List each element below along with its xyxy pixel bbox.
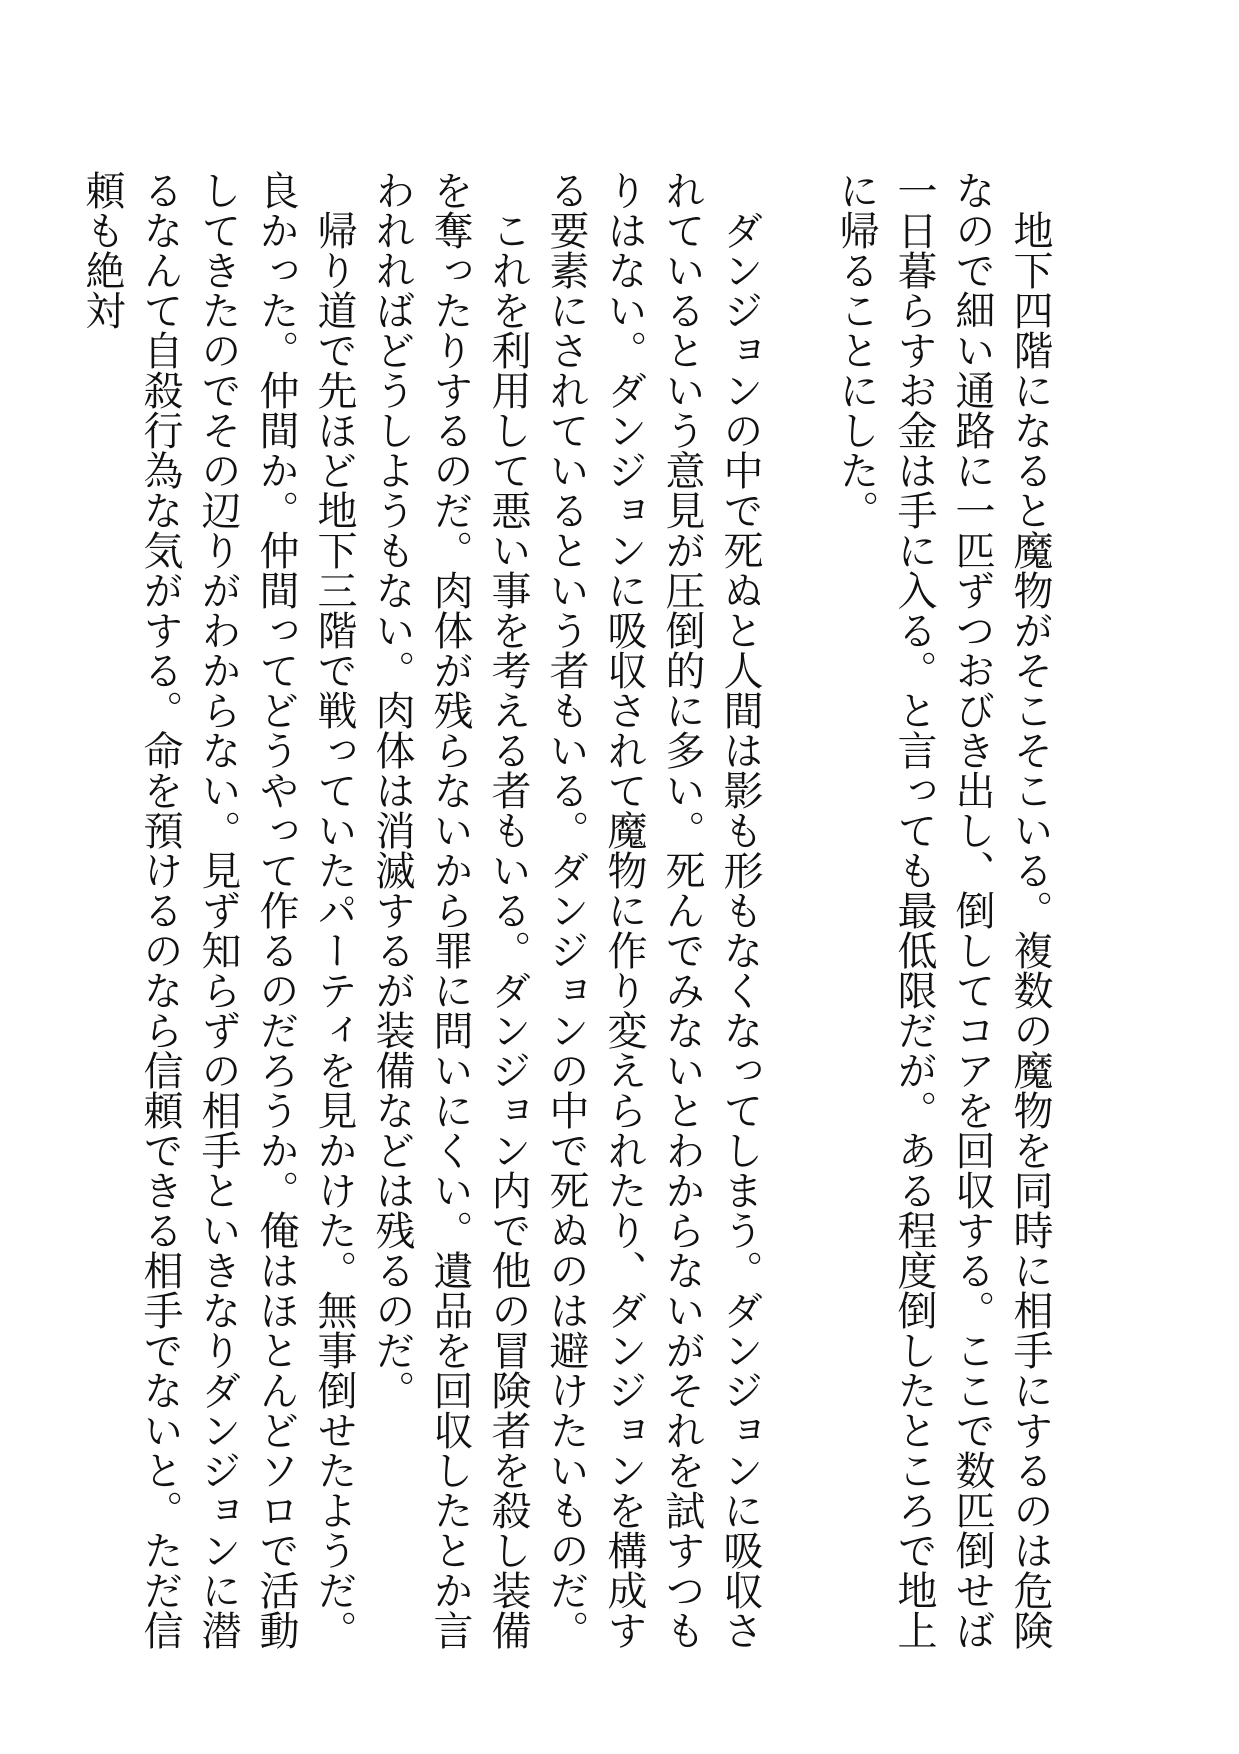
paragraph-2: ダンジョンの中で死ぬと人間は影も形もなくなってしまう。ダンジョンに吸収されているという意見が圧倒的に多い。死んでみないとわからないがそれを試すつもりはない。ダンジョンに吸収されて魔物に作り変えられたり、ダンジョンを構成する要素にされているという者もいる。ダンジョンの中で死ぬのは避けたいものだ。 — [543, 170, 763, 1650]
blank-line — [769, 170, 827, 1650]
paragraph-1: 地下四階になると魔物がそこそこいる。複数の魔物を同時に相手にするのは危険なので細い通路に一匹ずつおびき出し、倒してコアを回収する。ここで数匹倒せば一日暮らすお金は手に入る。と言っても最低限だが。ある程度倒したところで地上に帰ることにした。 — [833, 170, 1053, 1650]
paragraph-3: これを利用して悪い事を考える者もいる。ダンジョン内で他の冒険者を殺し装備を奪ったりするのだ。肉体が残らないから罪に問いにくい。遺品を回収したとか言われればどうしようもない。肉体は消滅するが装備などは残るのだ。 — [369, 170, 531, 1650]
paragraph-4: 帰り道で先ほど地下三階で戦っていたパーティを見かけた。無事倒せたようだ。良かった。仲間か。仲間ってどうやって作るのだろうか。俺はほとんどソロで活動してきたのでその辺りがわからない。見ず知らずの相手といきなりダンジョンに潜るなんて自殺行為な気がする。命を預けるのなら信頼できる相手でないと。ただ信頼も絶対 — [79, 170, 357, 1650]
vertical-text-page — [59, 170, 1059, 1650]
